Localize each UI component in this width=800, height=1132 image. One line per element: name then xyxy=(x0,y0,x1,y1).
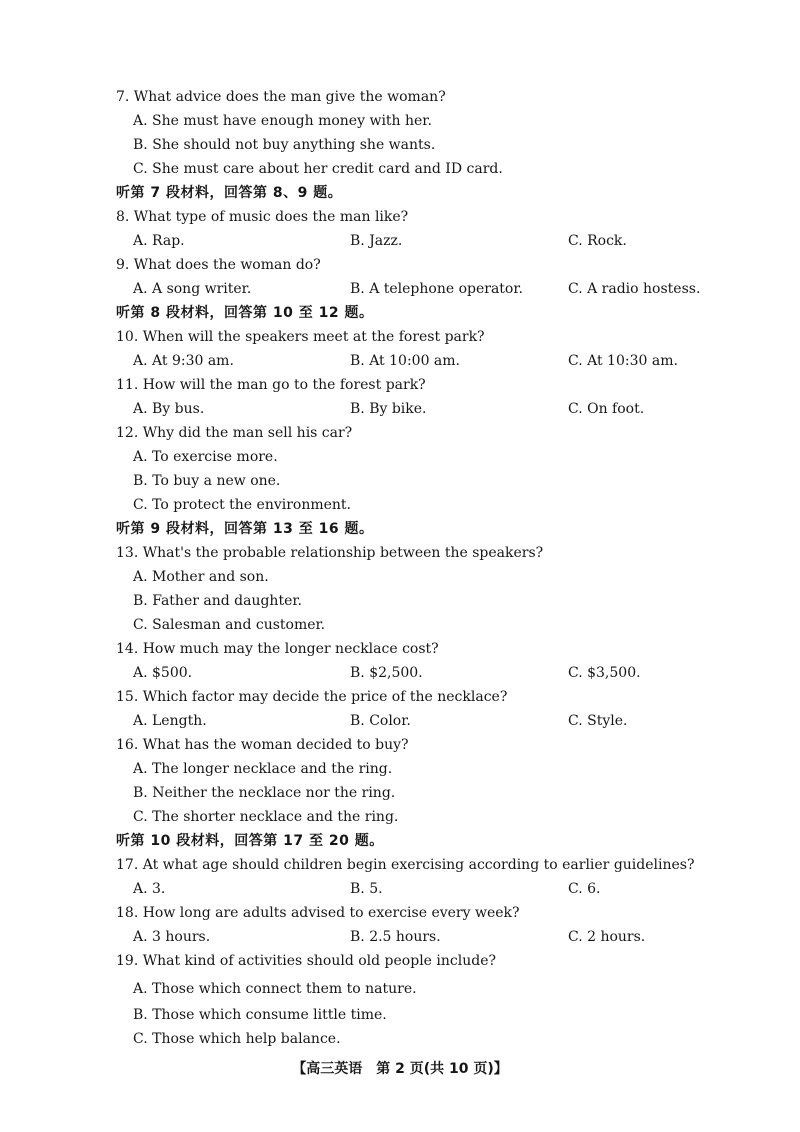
answer-option-b: B. At 10:00 am. xyxy=(350,353,460,369)
section-instruction: 听第 8 段材料，回答第 10 至 12 题。 xyxy=(116,305,374,321)
question-text: 13. What's the probable relationship between the speakers? xyxy=(116,545,544,561)
answer-option: C. To protect the environment. xyxy=(133,497,352,513)
question-text: 12. Why did the man sell his car? xyxy=(116,425,353,441)
answer-option-a: A. 3. xyxy=(133,881,166,897)
answer-option-b: B. 5. xyxy=(350,881,383,897)
answer-option: C. She must care about her credit card and ID card. xyxy=(133,161,503,177)
answer-option-b: B. 2.5 hours. xyxy=(350,929,441,945)
page-footer: 【高三英语 第 2 页(共 10 页)】 xyxy=(292,1061,508,1077)
answer-option: A. The longer necklace and the ring. xyxy=(133,761,393,777)
question-text: 15. Which factor may decide the price of the necklace? xyxy=(116,689,508,705)
answer-option: B. Father and daughter. xyxy=(133,593,302,609)
answer-option-a: A. Rap. xyxy=(133,233,185,249)
section-instruction: 听第 7 段材料，回答第 8、9 题。 xyxy=(116,185,343,201)
answer-option-a: A. At 9:30 am. xyxy=(133,353,234,369)
answer-option: B. Those which consume little time. xyxy=(133,1007,387,1023)
question-text: 10. When will the speakers meet at the forest park? xyxy=(116,329,485,345)
answer-option: A. Those which connect them to nature. xyxy=(133,981,417,997)
answer-option-a: A. A song writer. xyxy=(133,281,252,297)
question-text: 18. How long are adults advised to exercise every week? xyxy=(116,905,520,921)
answer-option-b: B. A telephone operator. xyxy=(350,281,523,297)
answer-option: B. Neither the necklace nor the ring. xyxy=(133,785,396,801)
answer-option-a: A. 3 hours. xyxy=(133,929,211,945)
question-text: 19. What kind of activities should old people include? xyxy=(116,953,496,969)
answer-option: A. To exercise more. xyxy=(133,449,278,465)
answer-option-c: C. 6. xyxy=(568,881,601,897)
question-text: 8. What type of music does the man like? xyxy=(116,209,409,225)
answer-option-c: C. At 10:30 am. xyxy=(568,353,678,369)
question-text: 16. What has the woman decided to buy? xyxy=(116,737,409,753)
answer-option-a: A. Length. xyxy=(133,713,207,729)
answer-option-c: C. Style. xyxy=(568,713,628,729)
question-text: 11. How will the man go to the forest park? xyxy=(116,377,426,393)
answer-option-c: C. 2 hours. xyxy=(568,929,646,945)
section-instruction: 听第 10 段材料，回答第 17 至 20 题。 xyxy=(116,833,384,849)
question-text: 14. How much may the longer necklace cost? xyxy=(116,641,439,657)
answer-option-c: C. $3,500. xyxy=(568,665,641,681)
question-text: 7. What advice does the man give the woman? xyxy=(116,89,446,105)
answer-option: A. She must have enough money with her. xyxy=(133,113,432,129)
answer-option: C. The shorter necklace and the ring. xyxy=(133,809,399,825)
answer-option: B. To buy a new one. xyxy=(133,473,281,489)
answer-option-c: C. Rock. xyxy=(568,233,627,249)
question-text: 17. At what age should children begin exercising according to earlier guidelines? xyxy=(116,857,695,873)
answer-option-b: B. $2,500. xyxy=(350,665,423,681)
answer-option-c: C. A radio hostess. xyxy=(568,281,701,297)
answer-option: C. Salesman and customer. xyxy=(133,617,326,633)
section-instruction: 听第 9 段材料，回答第 13 至 16 题。 xyxy=(116,521,374,537)
answer-option-b: B. Color. xyxy=(350,713,411,729)
answer-option: B. She should not buy anything she wants. xyxy=(133,137,436,153)
question-text: 9. What does the woman do? xyxy=(116,257,321,273)
answer-option-a: A. $500. xyxy=(133,665,193,681)
answer-option-a: A. By bus. xyxy=(133,401,205,417)
answer-option: A. Mother and son. xyxy=(133,569,269,585)
answer-option: C. Those which help balance. xyxy=(133,1031,341,1047)
answer-option-c: C. On foot. xyxy=(568,401,645,417)
answer-option-b: B. By bike. xyxy=(350,401,427,417)
answer-option-b: B. Jazz. xyxy=(350,233,403,249)
